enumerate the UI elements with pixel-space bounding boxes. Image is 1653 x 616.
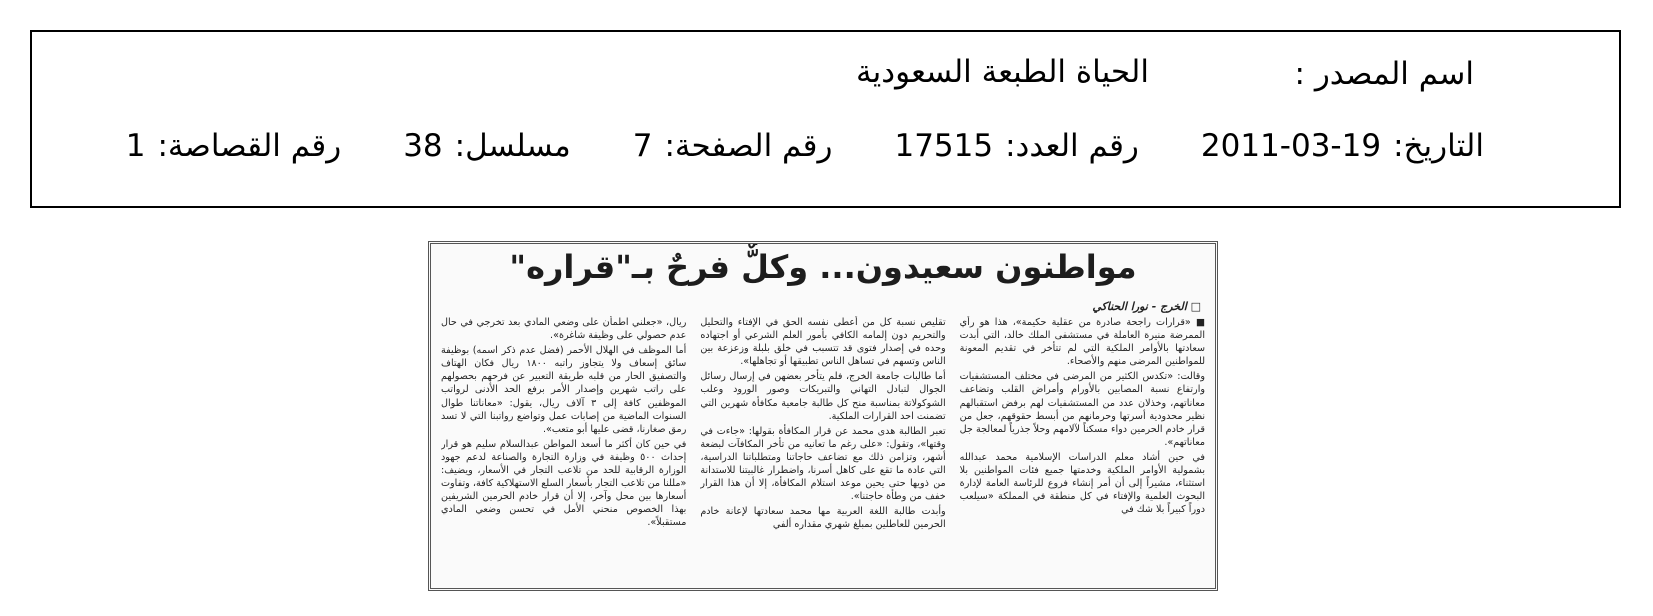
article-column-1 bbox=[960, 316, 1205, 582]
paragraph: ■ «قرارات راجحة صادرة من عقلية حكيمة»، هذا هو رأي الممرضة منيرة العاملة في مستشفى الملك خالد، التي أبدت سعادتها بالأوامر الملكية التي لم تتأخر في تقديم المعونة للمواطنين المرضى منهم والأصحاء. bbox=[959, 317, 1205, 368]
page-label: رقم الصفحة: bbox=[664, 128, 833, 164]
article-headline: مواطنون سعيدون... وكلٌّ فرحٌ بـ"قراره" bbox=[509, 248, 1137, 286]
paragraph: وقالت: «تكدس الكثير من المرضى في مختلف المستشفيات وارتفاع نسبة المصابين بالأورام وأمراض القلب وتضاعف معاناتهم، وخذلان عدد من المستشفيات لهم برفض استقبالهم نظير محدودية أسرتها وحرمانهم من أبسط حقوقهم، جعل من قرار خادم الحرمين دواء مسكناً لآلامهم وحلاً جذرياً لمعالجة جل معاناتهم». bbox=[959, 371, 1205, 448]
page-value: 7 bbox=[632, 128, 653, 164]
paragraph: في حين كان أكثر ما أسعد المواطن عبدالسلام سليم هو قرار إحداث ٥٠٠ وظيفة في وزارة التجارة والصناعة لدعم جهود الوزارة الرقابية للحد من تلاعب التجار في الأسعار، ويضيف: «مللنا من تلاعب التجار بأسعار السلع الاستهلاكية كافة، وتفاوت أسعارها بين محل وآخر، إلا أن قرار خادم الحرمين الشريفين بهذا الخصوص منحني الأمل في تحسن وضعي المادي مستقبلاً». bbox=[441, 438, 687, 529]
serial-label: مسلسل: bbox=[454, 128, 571, 164]
article-column-3 bbox=[441, 316, 686, 582]
paragraph: وأبدت طالبة اللغة العربية مها محمد سعادتها لإعانة خادم الحرمين للعاطلين بمبلغ شهري مقداره ألفي bbox=[700, 506, 946, 531]
article-columns bbox=[441, 316, 1205, 582]
clip-label: رقم القصاصة: bbox=[157, 128, 342, 164]
paragraph: أما الموظف في الهلال الأحمر (فضل عدم ذكر اسمه) بوظيفة سائق إسعاف ولا يتجاوز راتبه ١٨٠٠ ريال فكان الهتاف والتصفيق الحار من قلبه طريقة التعبير عن فرحهم بحصولهم على راتب شهرين وإصدار الأمر برفع الحد الأدنى لرواتب الموظفين كافة إلى ٣ آلاف ريال، يقول: «معاناتنا طوال السنوات الماضية من إصابات عمل وتواضع رواتبنا التي لا تسد رمق صغارنا، قضى عليها أبو متعب». bbox=[441, 345, 687, 435]
article-column-2 bbox=[700, 316, 945, 582]
date-value: 2011-03-19 bbox=[1200, 128, 1382, 164]
source-info-box bbox=[30, 30, 1621, 208]
date-label: التاريخ: bbox=[1393, 128, 1484, 164]
metadata-row bbox=[126, 128, 1484, 164]
paragraph: أما طالبات جامعة الخرج، فلم يتأخر بعضهن في إرسال رسائل الجوال لتبادل التهاني والتبريكات وصور الورود وعلب الشوكولاتة بمناسبة منح كل طالبة جامعية مكافأة شهرين التي تضمنت احد القرارات الملكية. bbox=[700, 371, 946, 422]
source-value: الحياة الطبعة السعودية bbox=[856, 54, 1149, 90]
issue-value: 17515 bbox=[894, 128, 994, 164]
serial-value: 38 bbox=[403, 128, 443, 164]
paragraph: تعبر الطالبة هدى محمد عن قرار المكافأة بقولها: «جاءت في وقتها»، وتقول: «على رغم ما تعانيه من تأخر المكافآت لبضعة أشهر، وتزامن ذلك مع تضاعف حاجاتنا ومتطلباتنا الدراسية، التي عادة ما تقع على كاهل أسرنا، واضطرار غالبيتنا للاستدانة من ذويها حتى يحين موعد استلام المكافأة، إلا أن هذا القرار خفف من وطأة حاجتنا». bbox=[700, 425, 946, 503]
paragraph: في حين أشاد معلم الدراسات الإسلامية محمد عبدالله بشمولية الأوامر الملكية وخدمتها جميع فئات المواطنين بلا استثناء، مشيراً إلى أن أمر إنشاء فروع للرئاسة العامة لإدارة البحوث العلمية والإفتاء في كل منطقة في المملكة «سيلعب دوراً كبيراً بلا شك في bbox=[959, 451, 1205, 516]
paragraph: تقليص نسبة كل من أعطى نفسه الحق في الإفتاء والتحليل والتحريم دون إلمامه الكافي بأمور العلم الشرعي أو اجتهاده وحده في إصدار فتوى قد تتسبب في خلق بلبلة وزعزعة بين الناس وتسهم في تساهل الناس تطبيقها أو تجاهلها». bbox=[700, 317, 946, 368]
newspaper-clipping bbox=[428, 241, 1218, 591]
paragraph: ريال، «جعلني اطمأن على وضعي المادي بعد تخرجي في حال عدم حصولي على وظيفة شاغرة». bbox=[441, 317, 687, 342]
issue-label: رقم العدد: bbox=[1005, 128, 1139, 164]
source-label: اسم المصدر : bbox=[1294, 56, 1474, 92]
article-byline: □ الخرج - نورا الحناكي bbox=[1092, 300, 1201, 313]
clip-value: 1 bbox=[125, 128, 146, 164]
